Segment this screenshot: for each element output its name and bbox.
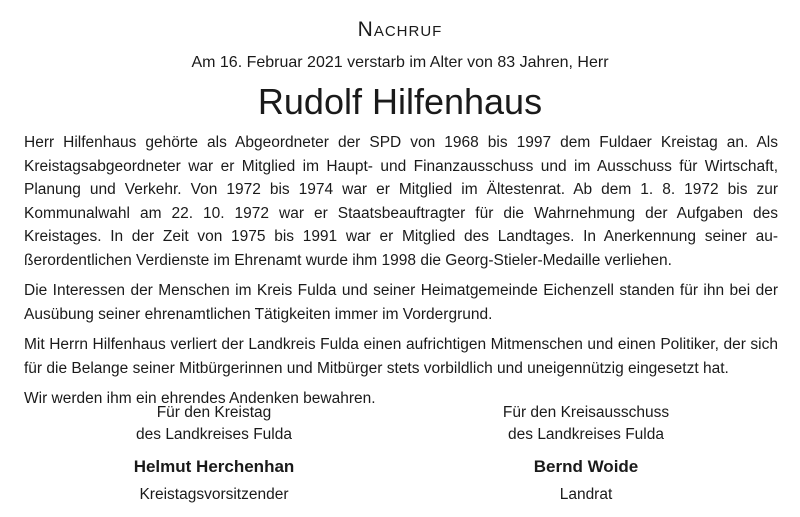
signature-kreisausschuss	[456, 402, 716, 506]
signature-person: Bernd Woide	[533, 457, 639, 476]
signature-org-line1: Für den Kreisausschuss	[502, 404, 670, 421]
paragraph-tribute: Mit Herrn Hilfenhaus verliert der Landkreis Fulda einen aufrichtigen Mitmenschen und einen Politiker, der sich für die Belange seiner Mitbürgerinnen und Mitbürger stets vorbildlich und uneigennützig eingesetzt hat.	[24, 336, 778, 377]
notice-heading: Nachruf	[357, 18, 443, 41]
notice-intro: Am 16. Februar 2021 verstarb im Alter von 83 Jahren, Herr	[191, 54, 609, 71]
paragraph-career: Herr Hilfenhaus gehörte als Abgeordneter der SPD von 1968 bis 1997 dem Fuldaer Kreistag an. Als Kreistagsabgeordneter war er Mitglied im Haupt- und Finanzausschuss und im Ausschuss für Wirtschaft, Planung und Verkehr. Von 1972 bis 1974 war er Mitglied im Ältestenrat. Ab dem 1. 8. 1972 bis zur Kommunalwahl am 22. 10. 1972 war er Staatsbeauftragter für die Wahrnehmung der Aufgaben des Kreistages. In der Zeit von 1975 bis 1991 war er Mitglied des Landtages. In Anerkennung seiner außerordentlichen Verdienste im Ehrenamt wurde ihm 1998 die Georg-Stieler-Medaille verliehen.	[24, 134, 778, 269]
notice-body	[24, 131, 778, 418]
deceased-name: Rudolf Hilfenhaus	[257, 81, 543, 122]
signature-org-line1: Für den Kreistag	[156, 404, 272, 421]
paragraph-interests: Die Interessen der Menschen im Kreis Fulda und seiner Heimatgemeinde Eichenzell standen für ihn bei der Ausübung seiner ehrenamtlichen Tätigkeiten immer im Vordergrund.	[24, 282, 778, 323]
signature-role: Landrat	[559, 486, 613, 503]
signature-person: Helmut Herchenhan	[133, 457, 295, 476]
paragraph-closing: Wir werden ihm ein ehrendes Andenken bewahren.	[24, 390, 376, 407]
signature-org-line2: des Landkreises Fulda	[136, 426, 292, 443]
signature-role: Kreistagsvorsitzender	[139, 486, 289, 503]
signature-org-line2: des Landkreises Fulda	[508, 426, 664, 443]
signature-kreistag	[84, 402, 344, 506]
